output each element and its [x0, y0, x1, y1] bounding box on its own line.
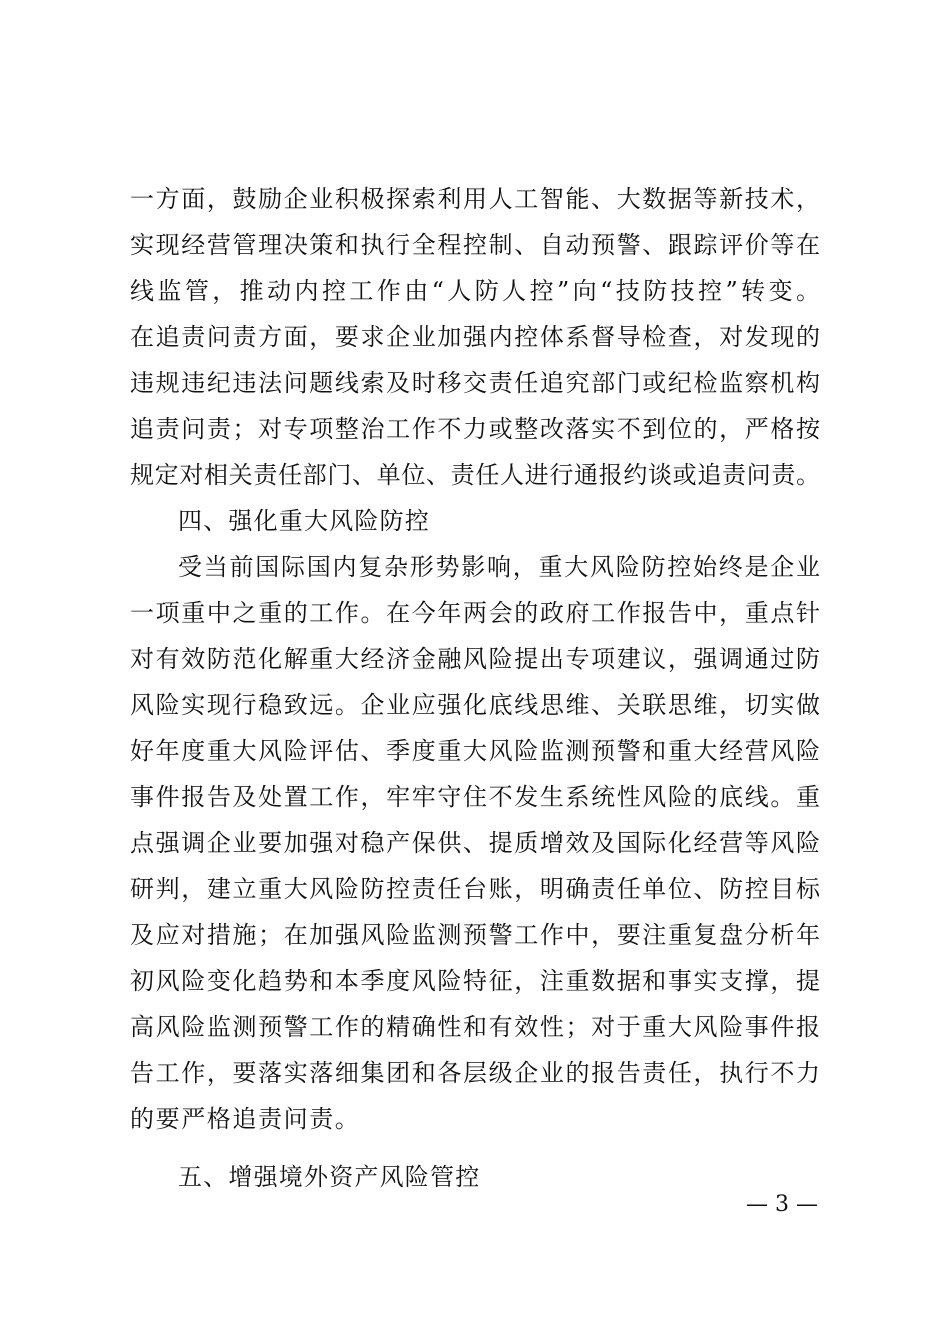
text-line: 初风险变化趋势和本季度风险特征，注重数据和事实支撑，提 [130, 967, 820, 995]
text-line: 线监管，推动内控工作由“人防人控”向“技防技控”转变。 [130, 277, 820, 305]
text-line: 违规违纪违法问题线索及时移交责任追究部门或纪检监察机构 [130, 369, 820, 397]
section-heading-5: 五、增强境外资产风险管控 [178, 1163, 481, 1191]
text-line: 风险实现行稳致远。企业应强化底线思维、关联思维，切实做 [130, 691, 820, 719]
text-line: 高风险监测预警工作的精确性和有效性；对于重大风险事件报 [130, 1013, 820, 1041]
text-line: 追责问责；对专项整治工作不力或整改落实不到位的，严格按 [130, 415, 820, 443]
text-line: 在追责问责方面，要求企业加强内控体系督导检查，对发现的 [130, 323, 820, 351]
text-line: 好年度重大风险评估、季度重大风险监测预警和重大经营风险 [130, 737, 820, 765]
text-line: 实现经营管理决策和执行全程控制、自动预警、跟踪评价等在 [130, 231, 820, 259]
page-number: — 3 — [746, 1192, 818, 1217]
text-line: 研判，建立重大风险防控责任台账，明确责任单位、防控目标 [130, 875, 820, 903]
text-line: 一方面，鼓励企业积极探索利用人工智能、大数据等新技术， [130, 185, 820, 213]
text-line: 对有效防范化解重大经济金融风险提出专项建议，强调通过防 [130, 645, 820, 673]
section-heading-4: 四、强化重大风险防控 [178, 507, 430, 535]
text-line: 及应对措施；在加强风险监测预警工作中，要注重复盘分析年 [130, 921, 820, 949]
text-line: 规定对相关责任部门、单位、责任人进行通报约谈或追责问责。 [130, 461, 820, 489]
document-body [130, 176, 820, 1200]
text-line: 告工作，要落实落细集团和各层级企业的报告责任，执行不力 [130, 1059, 820, 1087]
text-line: 受当前国际国内复杂形势影响，重大风险防控始终是企业 [178, 553, 820, 581]
text-line: 事件报告及处置工作，牢牢守住不发生系统性风险的底线。重 [130, 783, 820, 811]
text-line: 的要严格追责问责。 [130, 1105, 361, 1133]
text-line: 一项重中之重的工作。在今年两会的政府工作报告中，重点针 [130, 599, 820, 627]
paragraph-major-risk-control [130, 544, 820, 1142]
paragraph-internal-control [130, 176, 820, 498]
text-line: 点强调企业要加强对稳产保供、提质增效及国际化经营等风险 [130, 829, 820, 857]
